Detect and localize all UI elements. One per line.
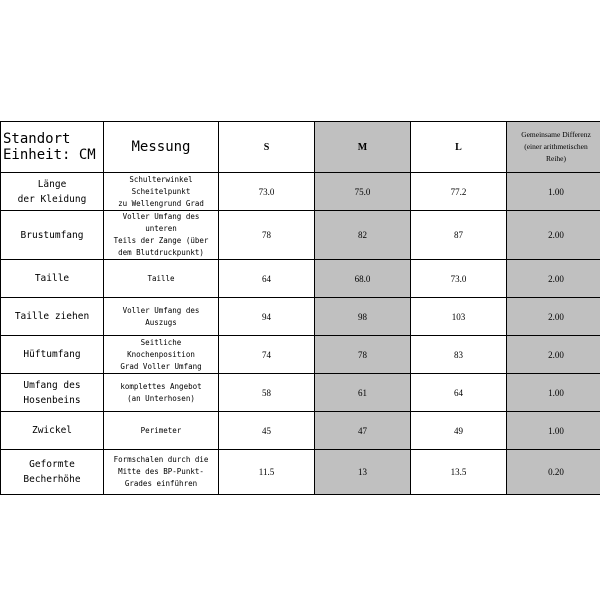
header-difference bbox=[507, 122, 600, 173]
location-label: Zwickel bbox=[31, 425, 73, 436]
location-label: der Kleidung bbox=[17, 193, 87, 205]
measurement-text: Formschalen durch die bbox=[113, 455, 209, 464]
location-label: Taille bbox=[34, 273, 70, 284]
header-difference-line1: Gemeinsame Differenz bbox=[521, 130, 591, 139]
size-s-value: 94 bbox=[219, 298, 315, 336]
size-s-value: 78 bbox=[219, 211, 315, 260]
measurement-cell bbox=[104, 211, 219, 260]
location-cell bbox=[1, 374, 104, 412]
location-label: Becherhöhe bbox=[23, 474, 81, 485]
header-row bbox=[1, 122, 600, 173]
header-size-l: L bbox=[411, 122, 507, 173]
size-s-value: 45 bbox=[219, 412, 315, 450]
measurement-cell bbox=[104, 450, 219, 495]
table-row bbox=[1, 260, 600, 298]
difference-value: 1.00 bbox=[507, 412, 600, 450]
location-cell bbox=[1, 173, 104, 211]
location-cell bbox=[1, 211, 104, 260]
measurement-text: Mitte des BP-Punkt- bbox=[118, 467, 204, 476]
table-body bbox=[1, 122, 600, 495]
header-size-s: S bbox=[219, 122, 315, 173]
size-m-value: 61 bbox=[315, 374, 411, 412]
size-l-value: 77.2 bbox=[411, 173, 507, 211]
size-s-value: 74 bbox=[219, 336, 315, 374]
location-cell bbox=[1, 412, 104, 450]
measurement-cell bbox=[104, 374, 219, 412]
size-l-value: 64 bbox=[411, 374, 507, 412]
location-cell bbox=[1, 336, 104, 374]
measurement-text: Schulterwinkel bbox=[129, 174, 193, 184]
measurement-text: (an Unterhosen) bbox=[127, 393, 195, 403]
measurement-text: Seitliche Knochenposition bbox=[127, 337, 195, 359]
location-label: Hüftumfang bbox=[23, 349, 81, 360]
measurement-text: Voller Umfang des unteren bbox=[122, 212, 200, 233]
difference-value: 2.00 bbox=[507, 298, 600, 336]
header-location-cell bbox=[1, 122, 104, 173]
measurement-text: Perimeter bbox=[140, 425, 182, 435]
measurement-cell bbox=[104, 260, 219, 298]
difference-value: 1.00 bbox=[507, 374, 600, 412]
size-s-value: 73.0 bbox=[219, 173, 315, 211]
size-l-value: 83 bbox=[411, 336, 507, 374]
location-cell bbox=[1, 450, 104, 495]
difference-value: 0.20 bbox=[507, 450, 600, 495]
size-m-value: 82 bbox=[315, 211, 411, 260]
size-s-value: 11.5 bbox=[219, 450, 315, 495]
measurement-text: Teils der Zange (über bbox=[113, 236, 209, 245]
size-l-value: 13.5 bbox=[411, 450, 507, 495]
measurement-text: Grades einführen bbox=[124, 479, 198, 488]
header-difference-line3: Reihe) bbox=[546, 154, 566, 163]
measurement-cell bbox=[104, 173, 219, 211]
location-cell bbox=[1, 260, 104, 298]
measurement-cell bbox=[104, 412, 219, 450]
header-location: Standort bbox=[3, 131, 71, 147]
size-m-value: 75.0 bbox=[315, 173, 411, 211]
measurement-text: Taille bbox=[147, 273, 175, 283]
measurement-text: zu Wellengrund Grad bbox=[118, 198, 204, 208]
size-l-value: 103 bbox=[411, 298, 507, 336]
size-s-value: 64 bbox=[219, 260, 315, 298]
size-m-value: 68.0 bbox=[315, 260, 411, 298]
size-m-value: 13 bbox=[315, 450, 411, 495]
size-m-value: 47 bbox=[315, 412, 411, 450]
measurement-text: komplettes Angebot bbox=[120, 381, 202, 391]
location-cell bbox=[1, 298, 104, 336]
measurement-text: Voller Umfang des Auszugs bbox=[122, 305, 200, 327]
size-chart-table bbox=[0, 121, 600, 495]
table-row bbox=[1, 173, 600, 211]
size-m-value: 98 bbox=[315, 298, 411, 336]
measurement-text: Scheitelpunkt bbox=[131, 186, 191, 196]
location-label: Umfang des bbox=[23, 379, 81, 391]
size-l-value: 49 bbox=[411, 412, 507, 450]
location-label: Länge bbox=[37, 178, 67, 190]
table-row bbox=[1, 211, 600, 260]
table-row bbox=[1, 336, 600, 374]
header-difference-line2: (einer arithmetischen bbox=[524, 142, 588, 151]
size-m-value: 78 bbox=[315, 336, 411, 374]
measurement-cell bbox=[104, 298, 219, 336]
header-size-m: M bbox=[315, 122, 411, 173]
location-label: Taille ziehen bbox=[14, 311, 90, 322]
measurement-text: Grad Voller Umfang bbox=[120, 361, 202, 371]
size-l-value: 73.0 bbox=[411, 260, 507, 298]
table-row bbox=[1, 374, 600, 412]
location-label: Brustumfang bbox=[20, 229, 84, 241]
header-unit: Einheit: CM bbox=[3, 147, 96, 163]
measurement-cell bbox=[104, 336, 219, 374]
table-row bbox=[1, 298, 600, 336]
location-label: Hosenbeins bbox=[23, 394, 81, 406]
header-measurement: Messung bbox=[104, 122, 219, 173]
location-label: Geformte bbox=[29, 459, 75, 470]
size-l-value: 87 bbox=[411, 211, 507, 260]
table-row bbox=[1, 450, 600, 495]
difference-value: 1.00 bbox=[507, 173, 600, 211]
size-s-value: 58 bbox=[219, 374, 315, 412]
measurement-text: dem Blutdruckpunkt) bbox=[118, 248, 204, 257]
difference-value: 2.00 bbox=[507, 211, 600, 260]
table-row bbox=[1, 412, 600, 450]
difference-value: 2.00 bbox=[507, 260, 600, 298]
difference-value: 2.00 bbox=[507, 336, 600, 374]
